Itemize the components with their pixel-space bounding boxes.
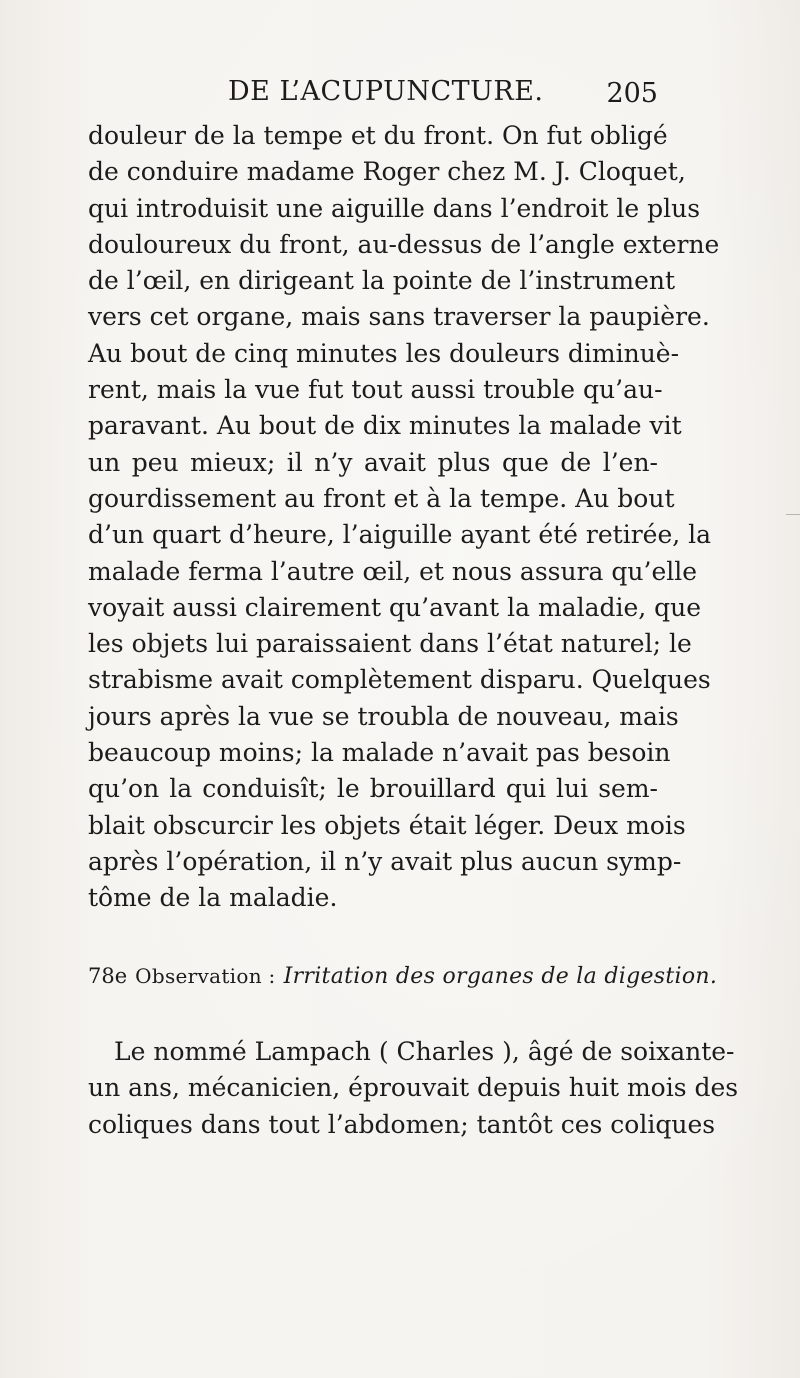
text-line: paravant. Au bout de dix minutes la malade vit xyxy=(88,411,682,441)
text-line: qui introduisit une aiguille dans l’endroit le plus xyxy=(88,193,701,223)
text-line: de l’œil, en dirigeant la pointe de l’instrument xyxy=(88,266,676,296)
text-line: malade ferma l’autre œil, et nous assura qu’elle xyxy=(88,556,698,586)
text-line: rent, mais la vue fut tout aussi trouble qu’au- xyxy=(88,375,663,405)
observation-label: Observation : xyxy=(135,964,276,988)
page-number: 205 xyxy=(606,78,658,109)
text-line: gourdissement au front et à la tempe. Au bout xyxy=(88,483,675,513)
page-edge-mark xyxy=(786,514,800,515)
text-line: vers cet organe, mais sans traverser la paupière. xyxy=(88,302,710,332)
text-line: Au bout de cinq minutes les douleurs diminuè- xyxy=(88,338,680,368)
text-line: douleur de la tempe et du front. On fut obligé xyxy=(88,121,668,150)
paragraph-continued xyxy=(88,118,720,917)
text-line: Le nommé Lampach ( Charles ), âgé de soixante- xyxy=(114,1037,735,1066)
text-line: tôme de la maladie. xyxy=(88,883,338,913)
text-line: strabisme avait complètement disparu. Quelques xyxy=(88,665,711,695)
text-line: voyait aussi clairement qu’avant la maladie, que xyxy=(88,592,702,622)
paragraph-new xyxy=(88,1034,739,1143)
text-line: de conduire madame Roger chez M. J. Cloquet, xyxy=(88,157,686,187)
observation-heading xyxy=(88,964,718,989)
text-line: un peu mieux; il n’y avait plus que de l’en- xyxy=(88,447,658,477)
observation-title: Irritation des organes de la digestion. xyxy=(283,964,718,989)
running-head xyxy=(88,76,658,116)
text-line: qu’on la conduisît; le brouillard qui lui sem- xyxy=(88,774,658,804)
text-line: d’un quart d’heure, l’aiguille ayant été retirée, la xyxy=(88,520,712,550)
text-line: beaucoup moins; la malade n’avait pas besoin xyxy=(88,738,671,768)
running-title: DE L’ACUPUNCTURE. xyxy=(228,76,544,107)
text-line: les objets lui paraissaient dans l’état naturel; le xyxy=(88,629,692,659)
text-line: coliques dans tout l’abdomen; tantôt ces coliques xyxy=(88,1109,716,1139)
text-line: jours après la vue se troubla de nouveau, mais xyxy=(88,701,679,731)
text-line: blait obscurcir les objets était léger. Deux mois xyxy=(88,810,686,840)
text-line: un ans, mécanicien, éprouvait depuis huit mois des xyxy=(88,1073,739,1103)
observation-number: 78e xyxy=(88,964,128,988)
text-line: après l’opération, il n’y avait plus aucun symp- xyxy=(88,846,682,876)
text-line: douloureux du front, au-dessus de l’angle externe xyxy=(88,229,720,259)
